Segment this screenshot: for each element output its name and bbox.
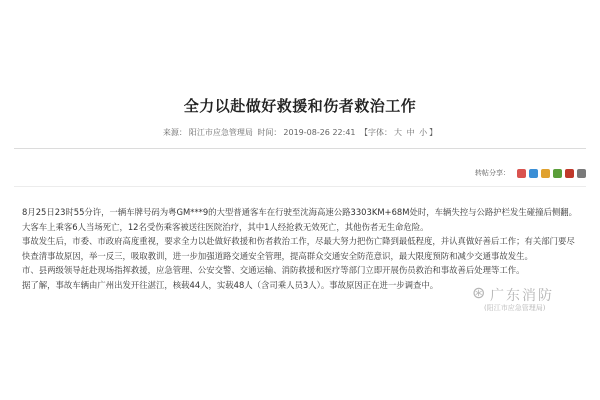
article-content xyxy=(22,205,578,292)
watermark-subtitle: (阳江市应急管理局) xyxy=(484,304,546,312)
time-label: 时间： xyxy=(257,128,282,137)
font-medium-link[interactable]: 中 xyxy=(406,128,415,137)
header-band xyxy=(0,0,600,78)
more-share-icon[interactable] xyxy=(577,169,586,178)
paragraph-2: 事故发生后，市委、市政府高度重视，要求全力以赴做好救援和伤者救治工作，尽最大努力把伤亡降到最低程度，并认真做好善后工作；有关部门要尽快查清事故原因，举一反三，吸取教训，进一步加强道路交通安全管理，提高群众交通安全防范意识，最大限度预防和减少交通事故发生。 xyxy=(22,236,575,261)
weibo-share-icon[interactable] xyxy=(517,169,526,178)
font-close: 】 xyxy=(429,128,438,137)
share-label: 转帖分享： xyxy=(475,169,510,177)
share-bar xyxy=(475,168,586,178)
paragraph-1: 8月25日23时55分许，一辆车牌号码为粤GM***9的大型普通客车在行驶至沈海高速公路3303KM+68M处时，车辆失控与公路护栏发生碰撞后侧翻。大客车上乘客6人当场死亡，12名受伤乘客被送往医院治疗，其中1人经抢救无效死亡，其他伤者无生命危险。 xyxy=(22,207,577,232)
time-value: 2019-08-26 22:41 xyxy=(283,128,356,137)
share-divider xyxy=(14,186,586,187)
article-title: 全力以赴做好救援和伤者救治工作 xyxy=(183,97,417,115)
tencent-weibo-share-icon[interactable] xyxy=(541,169,550,178)
watermark-name: 广东消防 xyxy=(490,288,554,304)
wechat-share-icon[interactable] xyxy=(553,169,562,178)
paragraph-4: 据了解，事故车辆由广州出发开往湛江，核载44人，实载48人（含司乘人员3人）。事故原因正在进一步调查中。 xyxy=(22,279,439,290)
qzone-share-icon[interactable] xyxy=(529,169,538,178)
source-value: 阳江市应急管理局 xyxy=(188,128,253,137)
watermark xyxy=(472,283,592,315)
font-large-link[interactable]: 大 xyxy=(394,128,403,137)
paragraph-3: 市、县两级领导赶赴现场指挥救援，应急管理、公安交警、交通运输、消防救援和医疗等部门立即开展伤员救治和事故善后处理等工作。 xyxy=(22,265,525,275)
source-label: 来源： xyxy=(162,128,187,137)
article-meta xyxy=(0,127,600,138)
title-divider xyxy=(14,148,586,149)
font-label: 【字体： xyxy=(360,128,393,137)
wechat-logo-icon: ⊛ xyxy=(472,283,486,302)
renren-share-icon[interactable] xyxy=(565,169,574,178)
font-small-link[interactable]: 小 xyxy=(419,128,428,137)
